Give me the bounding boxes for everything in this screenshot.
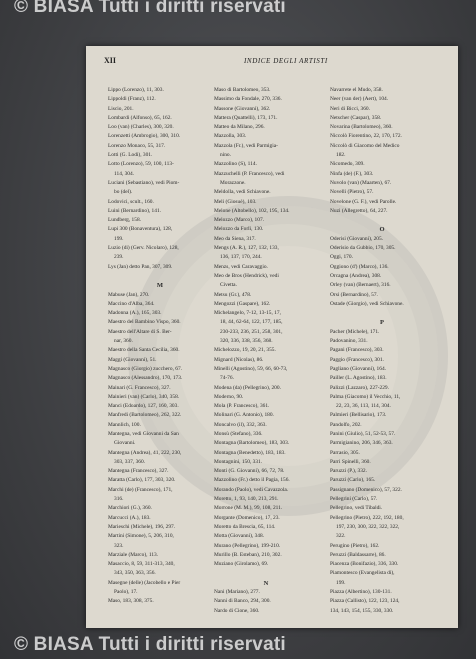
index-entry: Oderisi (Giovanni), 205.: [330, 235, 383, 242]
index-entry: Melozzo da Forlì, 130.: [214, 226, 264, 233]
index-entry: Melone (Altobello), 102, 195, 134.: [214, 207, 290, 214]
index-entry: Magnasco (Giorgio) zucchero, 67.: [108, 365, 182, 372]
index-entry: 74-76.: [220, 375, 234, 382]
index-entry: 114, 304.: [114, 170, 135, 177]
index-entry: Peruzzi (Baldassarre), 86.: [330, 551, 386, 558]
index-entry: 322.: [336, 533, 346, 540]
index-entry: Parmigianino, 206, 346, 363.: [330, 440, 393, 447]
index-entry: Mazzolino (Fr.) detto il Pagia, 156.: [214, 477, 290, 484]
index-entry: Pellegrino (Pietro), 222, 192, 180,: [330, 514, 404, 521]
index-entry: Martini (Simone), 5, 206, 310,: [108, 533, 174, 540]
index-entry: Neri di Bicci, 360.: [330, 105, 370, 112]
index-entry: Mengozzi (Gaspare), 162.: [214, 300, 271, 307]
index-entry: Piazza (Albertino), 130-131.: [330, 589, 392, 596]
index-entry: Panini (Giulio), 51, 52-53, 57.: [330, 430, 396, 437]
index-entry: Lotto (Lorenzo), 59, 100, 113-: [108, 161, 174, 168]
index-entry: Palmieri (Bellisario), 173.: [330, 412, 387, 419]
index-entry: Monti (G. Giovanni), 66, 72, 78.: [214, 468, 285, 475]
index-entry: Maso di Bartolomeo, 353.: [214, 87, 271, 93]
index-entry: nino.: [220, 152, 231, 159]
index-entry: 343, 350, 363, 356.: [114, 570, 156, 577]
index-entry: Meo de Bros (Hendrick), vedi: [214, 272, 279, 279]
index-entry: Morrone (M. M.), 99, 108, 211.: [214, 505, 283, 512]
index-entry: Melozzo (Marco), 107.: [214, 217, 264, 224]
index-entry: Civetta.: [220, 282, 237, 289]
index-entry: Nanni di Banco, 294, 300.: [214, 598, 271, 605]
index-entry: Loo (van) (Charles), 300, 320.: [108, 124, 174, 131]
index-entry: Lundberg, 158.: [108, 217, 141, 224]
blank-line: [108, 272, 212, 281]
index-entry: Luini (Bernardino), 141.: [108, 207, 161, 214]
index-entry: Orley (van) (Bernaert), 316.: [330, 282, 391, 289]
index-entry: 136, 137, 170, 244.: [220, 254, 262, 261]
index-entry: Lorenzo Monaco, 55, 317.: [108, 142, 166, 149]
index-entry: Lotti (G. Lodi), 301.: [108, 152, 153, 159]
index-entry: bo (del).: [114, 189, 133, 196]
index-entry: Marziale (Marco), 113.: [108, 551, 159, 558]
index-entry: Modena (da) (Pellegrino), 200.: [214, 384, 281, 391]
index-entry: 199.: [114, 235, 124, 242]
index-entry: Luciani (Sebastiano), vedi Piom-: [108, 179, 180, 186]
page-number: XII: [104, 56, 117, 65]
index-entry: Mantegna, vedi Giovanni da San: [108, 430, 179, 437]
index-entry: Nuzi (Allegretto), 64, 227.: [330, 207, 388, 214]
index-entry: Pellegrino, vedi Tibaldi.: [330, 505, 383, 512]
index-entry: Pandolfo, 202.: [330, 421, 362, 428]
index-entry: Lodovici, scult., 160.: [108, 198, 154, 205]
index-entry: Mengs (A. R.), 127, 132, 133,: [214, 245, 279, 252]
index-entry: 230-233, 236, 251, 258, 301,: [220, 328, 283, 335]
index-entry: Pailler (L. Agostino), 183.: [330, 375, 387, 382]
index-entry: Navarrete el Mudo, 358.: [330, 87, 383, 93]
index-entry: Parrasio, 305.: [330, 449, 360, 456]
index-entry: Massimo da Fondale, 270, 336.: [214, 96, 282, 103]
index-entry: Minelli (Agostino), 59, 66, 60-73,: [214, 365, 288, 372]
index-entry: Ninfa (de) (F.), 303.: [330, 170, 374, 177]
index-entry: Mannlich, 100.: [108, 421, 141, 428]
index-entry: Mazzola (Fr.), vedi Parmigia-: [214, 142, 278, 149]
index-entry: Pagani (Francesco), 303.: [330, 347, 384, 354]
index-entry: Paggio (Francesco), 301.: [330, 356, 384, 363]
index-entry: Menzs, vedi Caravaggio.: [214, 263, 268, 270]
index-entry: Marcucci (A.), 183.: [108, 514, 151, 521]
index-entry: Palizzi (Lazzaro), 227-229.: [330, 384, 389, 391]
index-entry: Orsi (Bernardino), 57.: [330, 291, 378, 298]
index-entry: 18, 44, 62-64, 122, 177, 185,: [220, 319, 283, 326]
watermark-top: © BIASA Tutti i diritti riservati: [14, 0, 286, 17]
index-entry: Lys (Jan) detto Pan, 307, 309.: [108, 263, 173, 270]
index-entry: Montagna (Benedetto), 183, 183.: [214, 449, 286, 456]
page-header: [104, 56, 444, 68]
index-entry: Lorenzetti (Ambrogio), 300, 310.: [108, 133, 181, 140]
index-entry: Lupi 300 (Bonaventura), 128,: [108, 226, 173, 233]
index-entry: Masegne (delle) (Jacobello e Pier: [108, 579, 181, 586]
index-entry: Novarina (Bartolomeo), 360.: [330, 124, 393, 131]
index-entry: Molinari (G. Antonio), 180.: [214, 412, 274, 419]
section-letter: N: [263, 579, 269, 587]
index-entry: Meldolla, vedi Schiavone.: [214, 189, 271, 196]
index-entry: Pacher (Michele), 171.: [330, 328, 380, 335]
index-entry: Maratta (Carlo), 177, 303, 320.: [108, 477, 176, 484]
index-entry: Maggi (Giovanni), 51.: [108, 356, 157, 363]
index-entry: 22, 23, 36, 113, 114, 304.: [336, 403, 391, 410]
index-entry: Passignano (Domenico), 57, 322.: [330, 486, 402, 493]
index-entry: Morgante (Domenico), 17, 23.: [214, 514, 280, 521]
index-entry: Oggi, 170.: [330, 254, 353, 261]
index-entry: Maestro del Bambino Vispo, 360.: [108, 319, 181, 326]
index-entry: Moretto, 1, 93, 140, 213, 291.: [214, 496, 279, 503]
index-entry: Maestro della Santa Cecilia, 360.: [108, 347, 180, 354]
index-entry: Mantegna (Andrea), 41, 222, 230,: [108, 449, 182, 456]
blank-line: [330, 309, 434, 318]
index-entry: Niccolò di Giacomo del Medico: [330, 142, 400, 149]
index-entry: Mattera (Quattelli), 173, 171.: [214, 114, 278, 121]
index-entry: Mola (P. Francesco), 361.: [214, 403, 270, 410]
index-entry: Marieschi (Michele), 196, 297.: [108, 523, 176, 530]
index-entry: Lippoldi (Franz), 112.: [108, 96, 156, 103]
index-entry: Manci (Edoardo), 127, 160, 303.: [108, 403, 179, 410]
index-entry: Marchiori (G.), 360.: [108, 505, 152, 512]
index-entry: Palma (Giacomo) il Vecchio, 11,: [330, 393, 401, 400]
index-entry: Nuvolo (van) (Maarten), 67.: [330, 179, 392, 186]
index-entry: Orcagna (Andrea), 308.: [330, 272, 382, 279]
index-entry: Maccino d'Alba, 364.: [108, 300, 155, 307]
index-entry: Ostade (Giorgio), vedi Schiavone.: [330, 300, 404, 307]
index-entry: Nicomedo, 309.: [330, 161, 365, 168]
index-entry: 134, 143, 154, 155, 330, 330.: [330, 607, 394, 614]
index-entry: Nardo di Cione, 360.: [214, 607, 260, 614]
index-entry: Oggiono (d') (Marco), 136.: [330, 263, 389, 270]
index-entry: Metsu (Gr.), 478.: [214, 291, 252, 298]
index-entry: Monsù (Stefano), 336.: [214, 430, 263, 437]
index-entry: Masaccio, 8, 59, 311-313, 340,: [108, 561, 175, 568]
index-column-3: [330, 86, 434, 616]
index-column-1: [108, 86, 212, 607]
index-entry: 320, 336, 338, 356, 368.: [220, 338, 273, 345]
index-entry: 197, 230, 300, 322, 322, 322,: [336, 523, 400, 530]
index-entry: 239.: [114, 254, 124, 261]
book-page: [86, 46, 458, 628]
index-entry: Michelozzo, 19, 20, 21, 355.: [214, 347, 276, 354]
blank-line: [330, 216, 434, 225]
index-entry: Muziano (Girolamo), 69.: [214, 561, 269, 568]
index-entry: Paolo), 17.: [114, 589, 138, 596]
index-entry: Perugino (Pietro), 162.: [330, 542, 380, 549]
index-entry: Parri Spinelli, 360.: [330, 458, 371, 465]
index-entry: Moncalvo (il), 332, 363.: [214, 421, 267, 428]
index-entry: Maso, 183, 308, 375.: [108, 598, 154, 605]
index-entry: Marchi (de) (Francesco), 171,: [108, 486, 173, 493]
index-entry: Luzio (di) (Gerv. Nicolaro), 128,: [108, 245, 179, 252]
index-entry: Paruzzi (Carlo), 165.: [330, 477, 376, 484]
index-entry: Liscio, 201.: [108, 105, 134, 112]
index-entry: Mignard (Nicolas), 86.: [214, 356, 264, 363]
index-entry: Novelli (Pietro), 57.: [330, 189, 374, 196]
running-title: INDICE DEGLI ARTISTI: [244, 57, 328, 65]
section-letter: P: [380, 319, 384, 327]
index-entry: Magnasco (Alessandro), 170, 173.: [108, 375, 183, 382]
index-entry: Piacenza (Bonifazio), 336, 330.: [330, 561, 399, 568]
index-entry: Novelone (G. F.), vedi Parolle.: [330, 198, 397, 205]
index-entry: Meli (Giosuè), 103.: [214, 198, 257, 205]
index-column-2: [214, 86, 318, 616]
index-entry: Netscher (Caspar), 358.: [330, 114, 382, 121]
index-entry: Moretto da Brescia, 65, 114.: [214, 523, 276, 530]
index-entry: Giovanni.: [114, 440, 136, 447]
index-entry: Murano (Pellegrino), 199-210.: [214, 542, 281, 549]
index-entry: Michelangelo, 7-12, 13-15, 17,: [214, 310, 281, 317]
index-entry: Mabuse (Jan), 270.: [108, 291, 150, 298]
index-entry: Paruzzi (P.), 332.: [330, 468, 367, 475]
index-entry: Oderisio da Gubbio, 170, 305.: [330, 245, 396, 252]
index-entry: Mazzolino (S), 114.: [214, 161, 257, 168]
index-entry: Mazzuchelli (P. Francesco), vedi: [214, 170, 285, 177]
index-entry: Piazza (Callisto), 122, 123, 124,: [330, 598, 400, 605]
index-entry: Murillo (B. Esteban), 210, 302.: [214, 551, 282, 558]
index-entry: 199.: [336, 579, 346, 586]
index-entry: Pellegrini (Carlo), 57.: [330, 496, 378, 503]
index-entry: Mantegna (Francesco), 327.: [108, 468, 169, 475]
section-letter: M: [156, 282, 164, 290]
index-entry: Lippo (Lorenzo), 11, 303.: [108, 87, 164, 93]
index-entry: 182.: [336, 152, 346, 159]
watermark-bottom: © BIASA Tutti i diritti riservati: [14, 634, 286, 655]
index-entry: Piamontesco (Evangelista di),: [330, 570, 395, 577]
index-entry: Montagnini, 150, 331.: [214, 458, 263, 465]
index-entry: Matteo da Milano, 296.: [214, 124, 265, 131]
index-entry: Moderno, 90.: [214, 393, 244, 400]
section-letter: O: [379, 226, 385, 234]
index-entry: Madonna (A.), 165, 303.: [108, 310, 162, 317]
index-entry: 316.: [114, 496, 124, 503]
index-entry: 303, 337, 360.: [114, 458, 145, 465]
index-entry: Meo da Siena, 317.: [214, 235, 256, 242]
index-entry: nar, 360.: [114, 338, 133, 345]
blank-line: [214, 569, 318, 578]
index-entry: Pagliano (Giovanni), 164.: [330, 365, 386, 372]
index-entry: Neer (van der) (Aert), 104.: [330, 96, 389, 103]
index-entry: Nani (Mariano), 277.: [214, 589, 260, 596]
index-entry: Massone (Giovanni), 362.: [214, 105, 271, 112]
index-entry: 323.: [114, 542, 124, 549]
index-entry: Niccolò Fiorentino, 22, 170, 172.: [330, 133, 402, 140]
index-entry: Mainieri (van) (Carlo), 340, 358.: [108, 393, 180, 400]
index-entry: Maestro dell'Altare di S. Ber-: [108, 328, 172, 335]
index-entry: Manfredi (Bartolomeo), 262, 322.: [108, 412, 182, 419]
index-entry: Montagna (Bartolomeo), 183, 303.: [214, 440, 290, 447]
index-entry: Mazzolla, 303.: [214, 133, 247, 140]
index-entry: Padovanino, 331.: [330, 338, 368, 345]
index-entry: Mainari (G. Francesco), 327.: [108, 384, 171, 391]
index-entry: Morazzone.: [220, 179, 246, 186]
index-entry: Morando (Paolo), vedi Cavazzola.: [214, 486, 289, 493]
index-entry: Lombardi (Alfonso), 65, 162.: [108, 114, 172, 121]
index-entry: Motta (Giovanni), 348.: [214, 533, 265, 540]
